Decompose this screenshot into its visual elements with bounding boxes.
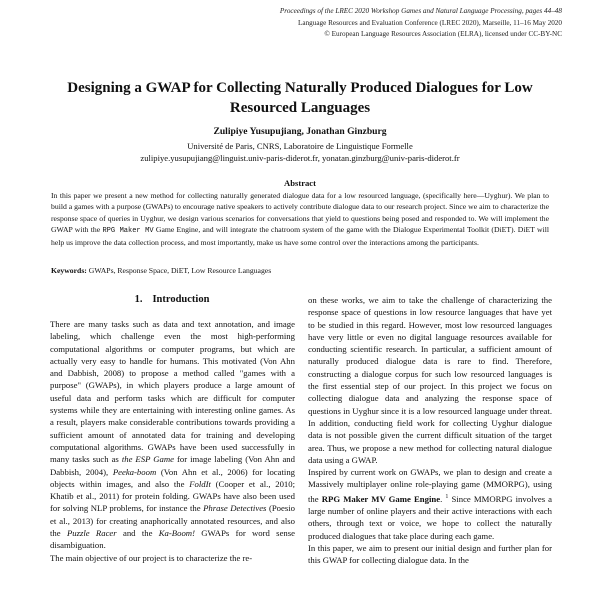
title-line-1: Designing a GWAP for Collecting Naturally Produced Dialogues for Low bbox=[67, 80, 533, 96]
title-line-2: Resourced Languages bbox=[229, 100, 371, 116]
intro-text-c: (Von Ahn et al., 2006) for locating objects within images, and also the bbox=[50, 466, 296, 489]
abstract-heading: Abstract bbox=[284, 178, 316, 188]
keywords bbox=[51, 266, 549, 275]
phrase-detectives: Phrase Detectives bbox=[203, 503, 267, 514]
proceedings-header bbox=[280, 6, 562, 41]
emails: zulipiye.yusupujiang@linguist.univ-paris-diderot.fr, yonatan.ginzburg@univ-paris-diderot.fr bbox=[140, 153, 460, 163]
section-title: Introduction bbox=[152, 294, 210, 305]
puzzle-racer: Puzzle Racer bbox=[66, 528, 117, 539]
keywords-label: Keywords: bbox=[51, 266, 87, 275]
abstract-text bbox=[51, 190, 549, 248]
keywords-text: GWAPs, Response Space, DiET, Low Resource Languages bbox=[88, 266, 272, 275]
abstract-part-2: Game Engine, and will integrate the chatroom system of the game with the Dialogue Experimental Toolkit (DiET). DiET will help us improve the data collection process, and most importantly, make us have some control over the interactions among the participants. bbox=[51, 224, 549, 248]
section-heading bbox=[50, 294, 294, 305]
left-column bbox=[50, 318, 295, 564]
intro-text-g: GWAPs for word sense disambiguation. bbox=[50, 528, 295, 551]
foldit: FoldIt bbox=[189, 478, 211, 489]
ka-boom: Ka-Boom! bbox=[158, 528, 195, 539]
intro-text-b: for image labeling (Von Ahn and Dabbish, 2004), bbox=[50, 454, 295, 477]
right-paragraph-2 bbox=[308, 466, 552, 542]
header-line-2: Language Resources and Evaluation Conference (LREC 2020), Marseille, 11–16 May 2020 bbox=[298, 18, 562, 27]
footnote-mark[interactable]: 1 bbox=[445, 493, 449, 500]
right-text-a: Inspired by current work on GWAPs, we plan to design and create a Massively multiplayer online role-playing game (MMORPG), using the bbox=[308, 467, 552, 504]
intro-paragraph-1 bbox=[50, 318, 295, 552]
intro-text-d: (Cooper et al., 2010; Khatib et al., 2011) for protein folding. GWAPs have also been used for solving NLP problems, for instance the bbox=[50, 478, 296, 514]
affiliation: Université de Paris, CNRS, Laboratoire de Linguistique Formelle bbox=[187, 141, 413, 151]
paper-title bbox=[40, 78, 560, 118]
abstract-code: RPG Maker MV bbox=[102, 226, 154, 235]
intro-text-e: (Poesio et al., 2013) for creating anaphorically annotated resources, and also the bbox=[50, 503, 296, 539]
header-line-1: Proceedings of the LREC 2020 Workshop Games and Natural Language Processing, pages 44–48 bbox=[279, 7, 562, 15]
abstract-part-1: In this paper we present a new method for collecting naturally generated dialogue data for a low resourced language, (specifically here—Uyghur). We plan to build a games with a purpose (GWAPs) to encourage native speakers to actively contribute dialogue data to our research project. Since we aim to characterize the response space of queries in Uyghur, we design various scenarios for conversations that yield to questions being posed and responded to. We will implement the GWAP with the bbox=[51, 191, 549, 234]
rpg-maker-bold: RPG Maker MV Game Engine bbox=[321, 493, 441, 504]
section-number: 1. bbox=[134, 294, 143, 305]
intro-paragraph-2: The main objective of our project is to characterize the re- bbox=[50, 552, 253, 563]
intro-text-f: and the bbox=[122, 528, 153, 539]
right-column bbox=[308, 294, 552, 566]
header-line-3: © European Language Resources Association (ELRA), licensed under CC-BY-NC bbox=[324, 30, 562, 38]
esp-game: the ESP Game bbox=[121, 454, 174, 465]
right-text-c: Since MMORPG involves a large number of online players and their active interactions with each others, through text or voice, we hope to collect the naturally produced dialogues that take place during each game. bbox=[308, 493, 553, 541]
right-paragraph-1: on these works, we aim to take the challenge of characterizing the response space of questions in low resource languages that have yet to be studied in this regard. However, most low resourced languages have very little or even no digital language resources available for conducting scientific research. In particular, a sufficient amount of naturally produced dialogue data is rare to find. Therefore, constructing a dialogue corpus for such low resourced languages is the first essential step of our project. In this project we focus on collecting dialogue data and analyzing the response space of questions in Uyghur since it is a low resourced language under threat. In addition, conducting field work for collecting Uyghur dialogue data is not possible given the current difficult situation of the target area. Thus, we propose a new method for collecting natural dialogue data using a GWAP. bbox=[308, 295, 552, 465]
authors: Zulipiye Yusupujiang, Jonathan Ginzburg bbox=[213, 126, 387, 137]
peekaboom: Peeka-boom bbox=[112, 466, 157, 477]
right-text-period: . bbox=[440, 493, 443, 504]
intro-text-a: There are many tasks such as data and text annotation, and image labeling, which challenge even the most high-performing computational algorithms or computer programs, but which are actually very easy to handle for humans. This motivated (Von Ahn and Dabbish, 2008) to propose a method called "games with a purpose" (GWAPs), in which players produce a large amount of useful data and perform tasks which are difficult for computer systems while they are entertaining with interesting online games. As a result, players make considerable contributions towards providing a sufficient amount of annotated data for training and developing computational algorithms. GWAPs have been used successfully in many tasks such as bbox=[50, 319, 295, 465]
right-paragraph-3: In this paper, we aim to present our initial design and further plan for this GWAP for collecting dialogue data. In the bbox=[308, 542, 552, 566]
affiliation-block bbox=[40, 140, 560, 164]
